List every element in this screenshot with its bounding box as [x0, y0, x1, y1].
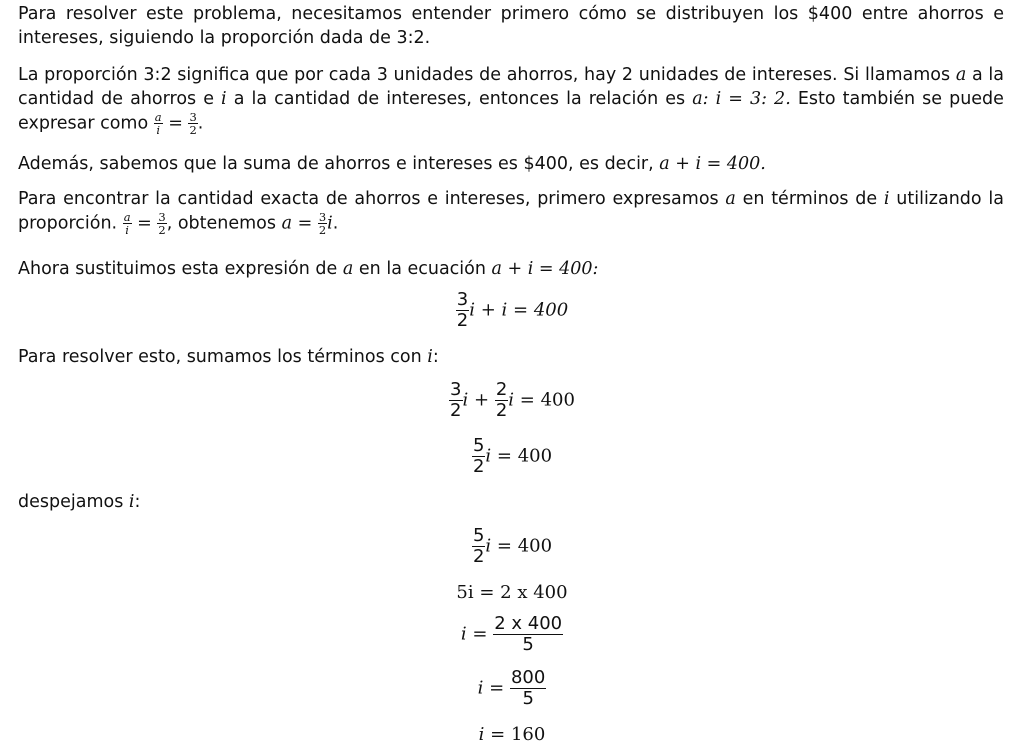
fraction [456, 290, 469, 331]
text-p3a: Además, sabemos que la suma de ahorros e intereses es $400, es decir, [18, 154, 654, 174]
text-p5a: Ahora sustituimos esta expresión de [18, 259, 338, 279]
text-two: 2 [189, 123, 197, 137]
text-p2b: a la cantidad de ahorros e [18, 65, 1004, 109]
text-equals: = [489, 677, 505, 699]
text-i: i [478, 724, 485, 745]
paragraph-intro [18, 2, 1004, 50]
fraction [318, 211, 327, 236]
text-a: a [154, 110, 162, 124]
equation-isolate-start [0, 526, 1024, 567]
text-i: i [460, 623, 467, 645]
text-three: 3 [450, 379, 462, 400]
text-plus: + [474, 389, 490, 411]
text-p6a: Para resolver esto, sumamos los términos con [18, 347, 422, 367]
paragraph-sum [18, 152, 1004, 176]
text-a: a [123, 210, 131, 224]
text-equals: = [137, 213, 152, 234]
text-i: i [508, 389, 515, 411]
fraction [510, 668, 546, 709]
text-p4b: en términos de [742, 189, 878, 209]
text-p2c: a la cantidad de intereses, entonces la relación es [233, 89, 686, 109]
equation-simplified [0, 436, 1024, 477]
text-i: i [221, 89, 227, 109]
fraction [154, 111, 163, 136]
text-colon: : [134, 492, 141, 512]
text-i: i [469, 299, 476, 321]
text-colon: : [432, 347, 439, 367]
text-p4c: utilizando la proporción. [18, 189, 1004, 234]
text-period: . [332, 213, 339, 234]
text-five: 5 [472, 525, 485, 546]
text-i: i [427, 347, 433, 367]
sum-expression-colon: a + i = 400: [491, 259, 599, 279]
text-i: i [883, 189, 890, 209]
fraction [188, 111, 197, 136]
text-i: i [156, 123, 161, 137]
text-p4a: Para encontrar la cantidad exacta de ahorros e intereses, primero expresamos [18, 189, 719, 209]
text-five: 5 [522, 688, 534, 709]
text-two: 2 [495, 400, 508, 421]
text-i: i [477, 677, 484, 699]
fraction [493, 614, 563, 655]
equation-fraction-800 [0, 614, 1024, 655]
text-eq-400: = 400 [496, 535, 553, 557]
text-eight-hundred: 800 [510, 667, 546, 688]
paragraph-substitute [18, 257, 1004, 281]
equation-result [0, 724, 1024, 745]
text-one-sixty: 160 [510, 724, 546, 745]
text-i: i [125, 223, 129, 237]
paragraph-express-a [18, 187, 1004, 236]
text-three: 3 [158, 210, 166, 224]
text-eq-400: = 400 [519, 389, 575, 411]
text-a: a [725, 189, 736, 209]
text-i: i [485, 535, 492, 557]
text-p5b: en la ecuación [358, 259, 486, 279]
text-p4d: , obtenemos [166, 213, 277, 234]
text-three: 3 [318, 210, 327, 224]
text-two: 2 [472, 546, 485, 567]
text-i: i [327, 213, 333, 234]
sum-expression: a + i = 400. [659, 154, 766, 174]
text-two: 2 [495, 379, 508, 400]
text-p2d: Esto también se puede expresar como [18, 89, 1004, 134]
fraction [472, 436, 485, 477]
paragraph-add-terms [18, 345, 1004, 369]
text-equals: = [490, 724, 506, 745]
text-equals: = [472, 623, 488, 645]
equation-800-over-5 [0, 668, 1024, 709]
ratio-expression: a: i = 3: 2. [692, 89, 791, 109]
text-two: 2 [472, 456, 485, 477]
text-i: i [462, 389, 469, 411]
text-three: 3 [189, 110, 197, 124]
text-p7a: despejamos [18, 492, 124, 512]
fraction [449, 380, 462, 421]
fraction [123, 211, 132, 236]
fraction [495, 380, 508, 421]
text-i-plus-i: + i = 400 [480, 299, 569, 321]
fraction [472, 526, 485, 567]
text-five: 5 [522, 634, 534, 655]
text-five-i: 5i = 2 x 400 [456, 582, 568, 603]
text-eq-400: = 400 [496, 445, 553, 467]
text-equals: = [168, 113, 183, 134]
text-p2a: La proporción 3:2 significa que por cada 3 unidades de ahorros, hay 2 unidades de intereses. Si llamamos [18, 65, 951, 85]
paragraph-ratio [18, 63, 1004, 136]
equation-combined [0, 380, 1024, 421]
text-a-eq: a = [281, 213, 313, 234]
text-a: a [342, 259, 354, 279]
fraction [157, 211, 166, 236]
text-five: 5 [472, 435, 485, 456]
equation-cross-multiply [0, 582, 1024, 603]
equation-substituted [0, 290, 1024, 331]
text-period: . [197, 113, 204, 134]
text-two: 2 [450, 400, 462, 421]
text-i: i [485, 445, 492, 467]
text-two-x-400: 2 x 400 [494, 613, 563, 634]
paragraph-isolate [18, 490, 1004, 514]
text-two: 2 [456, 310, 469, 331]
text-three: 3 [456, 289, 469, 310]
text-two: 2 [318, 223, 327, 237]
text-two: 2 [158, 223, 166, 237]
text-a: a [955, 65, 967, 85]
text-i: i [128, 492, 135, 512]
text-p1: Para resolver este problema, necesitamos entender primero cómo se distribuyen los $400 entre ahorros e intereses, siguiendo la proporción dada de 3:2. [18, 4, 1004, 48]
